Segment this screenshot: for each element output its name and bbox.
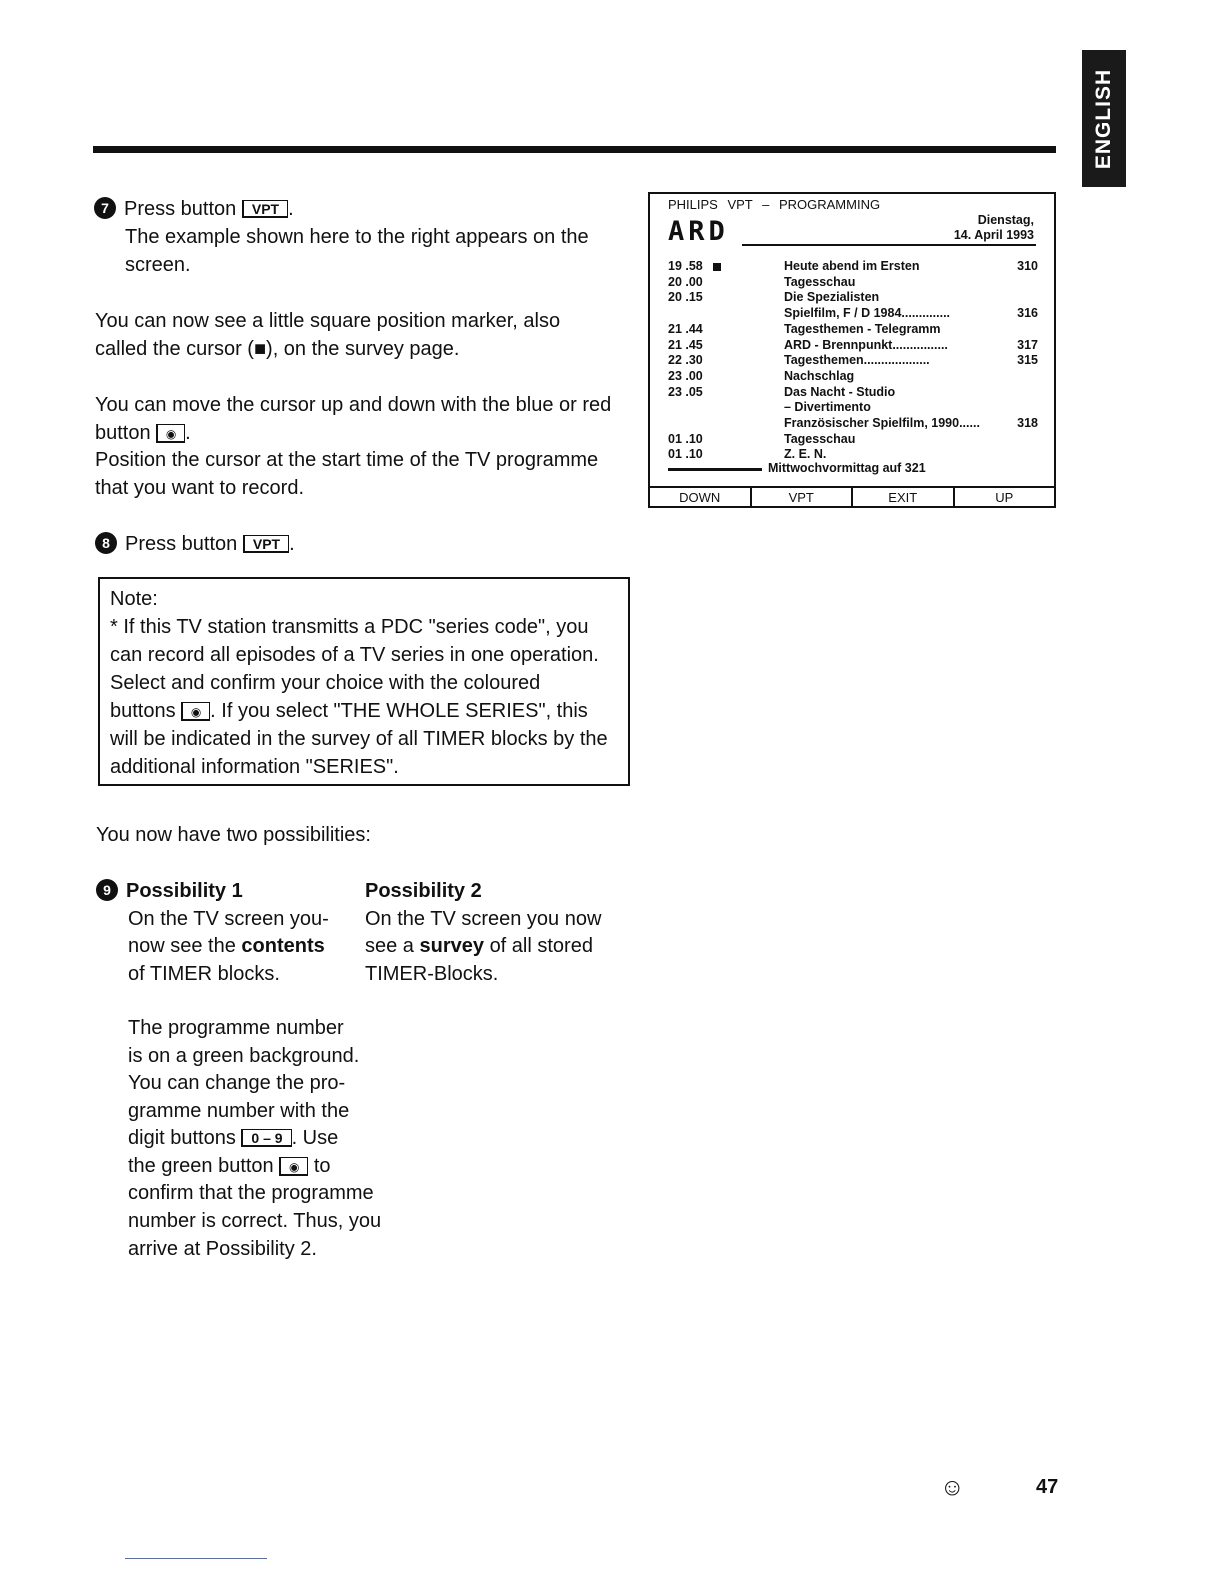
para2-line1: You can move the cursor up and down with the blue or red [95,394,612,416]
step-8: 8 Press button VPT . [95,530,295,558]
tv-programme-time: 23 .05 [668,384,703,399]
language-tab: ENGLISH [1082,50,1126,187]
tv-programme-row [668,385,1038,401]
tv-programme-title: Das Nacht - Studio [784,384,896,399]
tv-button-row [650,486,1054,508]
tv-programme-page: 317 [1017,337,1038,352]
tv-programme-row [668,338,1038,354]
step-number: 9 [96,879,118,901]
note-box: Note: * If this TV station transmitts a PDC "series code", you can record all episodes of a TV series in one operation. Select and confirm your choice with the coloured buttons ◉ . If you select "THE WHOLE SERIES", this will be indicated in the survey of all TIMER blocks by the additional information "SERIES". [98,577,630,786]
tv-programme-time: 20 .15 [668,290,703,305]
tv-programme-title: Z. E. N. [784,447,827,462]
tv-programme-title: Tagesthemen - Telegramm [784,321,941,336]
face-icon: ☺ [940,1474,965,1501]
step-7: 7 Press button VPT . [94,195,294,223]
tv-programme-title: Heute abend im Ersten [784,259,920,273]
scan-artifact [125,1558,267,1559]
tv-programme-row [668,306,1038,322]
tv-programme-row [668,275,1038,291]
tv-exit-button[interactable]: EXIT [853,488,955,508]
vpt-key: VPT [243,535,289,553]
green-button-icon [279,1157,308,1176]
tv-screen [648,192,1056,508]
tv-day: Dienstag, [977,213,1034,227]
tv-programme-title: Tagesschau [784,431,856,446]
tv-programme-row [668,400,1038,416]
possibilities-intro: You now have two possibilities: [96,824,371,846]
tv-programme-page: 316 [1017,306,1038,321]
para2-line3: Position the cursor at the start time of the TV programme [95,449,599,471]
tv-programme-page: 315 [1017,353,1038,368]
tv-programme-row [668,432,1038,448]
para1-line1: You can now see a little square position marker, also [95,310,561,332]
tv-up-button[interactable]: UP [995,490,1014,505]
tv-programme-title: Spielfilm, F / D 1984.............. [784,306,951,321]
ard-logo: ARD [668,216,729,247]
para2-line2: button ◉ . [95,419,191,447]
tv-programme-title: Französischer Spielfilm, 1990...... [784,416,980,430]
digit-key: 0 – 9 [241,1129,291,1147]
tv-programme-time: 21 .44 [668,321,703,336]
para2-line4: that you want to record. [95,477,305,499]
colour-button-icon [181,702,210,721]
tv-programme-row [668,259,1038,275]
tv-vpt-button[interactable]: VPT [752,488,854,508]
tv-cursor-bar [668,468,762,471]
tv-programme-time: 01 .10 [668,431,703,446]
tv-programme-row [668,416,1038,432]
step-7-line3: screen. [125,254,191,276]
tv-programme-row [668,322,1038,338]
note-heading: Note: [110,588,158,610]
tv-divider [742,244,1036,246]
page-number: 47 [1036,1476,1059,1498]
tv-programme-page: 310 [1017,259,1038,273]
tv-programme-time: 21 .45 [668,337,703,352]
tv-programme-page: 318 [1017,416,1038,430]
cursor-marker [713,263,721,271]
tv-programme-title: Die Spezialisten [784,290,880,305]
tv-footer-line: Mittwochvormittag auf 321 [768,461,926,475]
tv-programme-title: – Divertimento [784,400,871,415]
tv-programme-title: Nachschlag [784,368,855,383]
tv-programme-time: 20 .00 [668,274,703,289]
possibility-2-heading: Possibility 2 [365,880,482,902]
tv-date: 14. April 1993 [953,228,1034,242]
para1-line2: called the cursor (■), on the survey page. [95,338,460,360]
vpt-key: VPT [242,200,288,218]
tv-programme-time: 22 .30 [668,353,703,368]
tv-programme-time: 23 .00 [668,368,703,383]
tv-programme-time: 19 .58 [668,259,703,273]
step-number: 7 [94,197,116,219]
tv-header: PHILIPS VPT – PROGRAMMING [668,197,881,212]
tv-programme-row [668,290,1038,306]
tv-down-button[interactable]: DOWN [650,488,752,508]
tv-programme-row [668,353,1038,369]
colour-button-icon [156,424,185,443]
tv-programme-time: 01 .10 [668,447,703,462]
tv-programme-title: Tagesthemen................... [784,353,930,368]
tv-programme-title: ARD - Brennpunkt................ [784,337,948,352]
possibility-1-heading: 9 Possibility 1 [96,877,243,905]
step-number: 8 [95,532,117,554]
header-rule [93,146,1056,153]
step-7-line2: The example shown here to the right appears on the [125,226,589,248]
tv-programme-row [668,369,1038,385]
tv-programme-title: Tagesschau [784,274,856,289]
